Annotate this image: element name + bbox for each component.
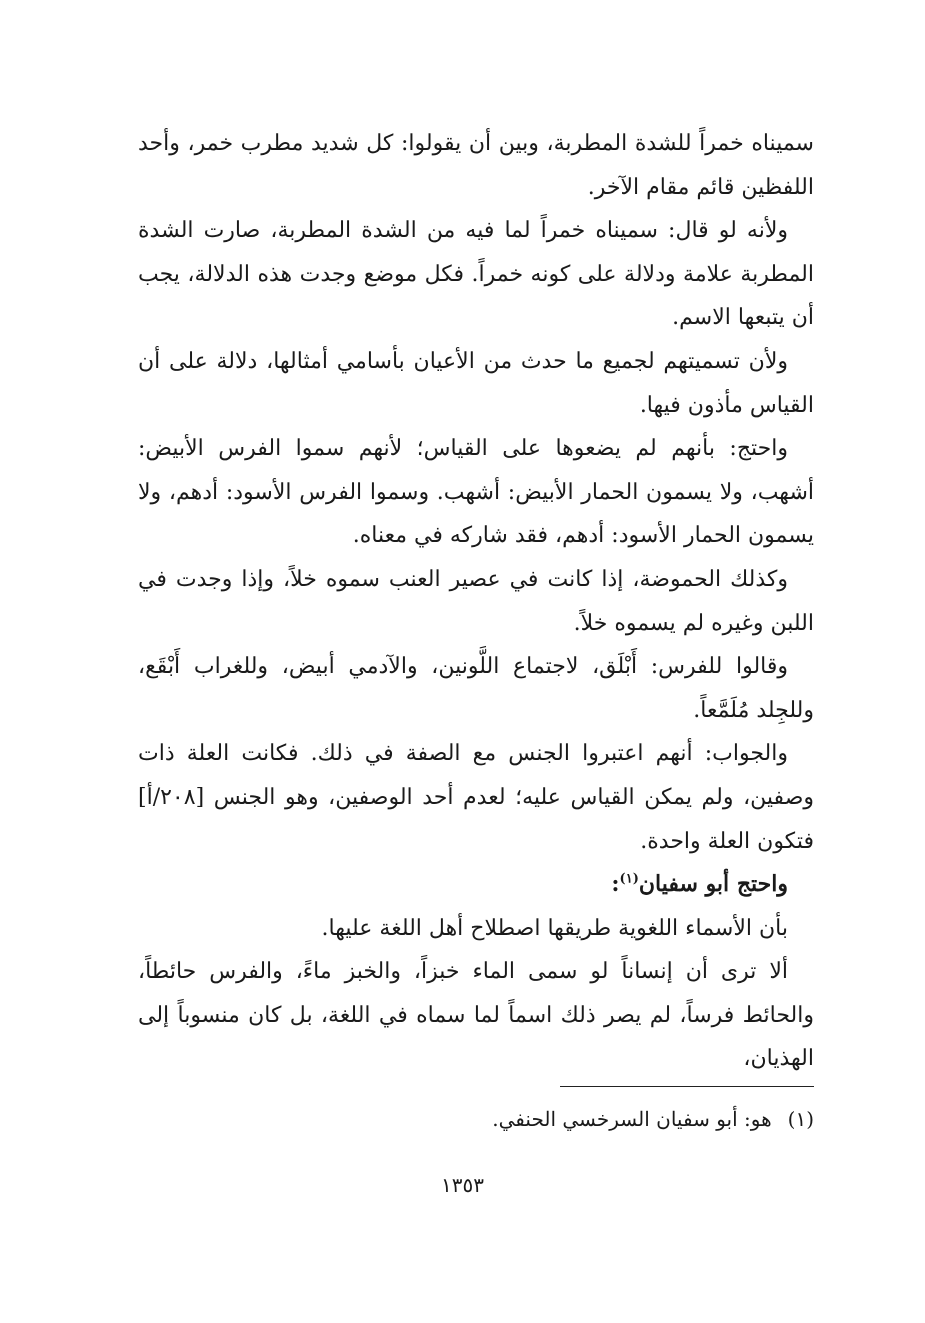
footnote (300, 1104, 814, 1134)
page-number: ١٣٥٣ (441, 1173, 484, 1197)
heading-text: واحتج أبو سفيان (638, 871, 788, 898)
paragraph-7: والجواب: أنهم اعتبروا الجنس مع الصفة في ذلك. فكانت العلة ذات وصفين، ولم يمكن القياس عليه؛ لعدم أحد الوصفين، وهو الجنس [٢٠٨/أ] فتكون العلة واحدة. (138, 741, 814, 854)
footnote-text: هو: أبو سفيان السرخسي الحنفي. (492, 1107, 772, 1131)
footnote-number: (١) (787, 1107, 814, 1131)
heading-suffix: : (611, 871, 620, 898)
section-heading (138, 863, 814, 907)
paragraph-4: واحتج: بأنهم لم يضعوها على القياس؛ لأنهم سموا الفرس الأبيض: أشهب، ولا يسمون الحمار الأبيض: أشهب. وسموا الفرس الأسود: أدهم، ولا يسمون الحمار الأسود: أدهم، فقد شاركه في معناه. (138, 436, 814, 549)
paragraph-6: وقالوا للفرس: أَبْلَق، لاجتماع اللَّونين، والآدمي أبيض، وللغراب أَبْقَع، وللجِلد مُلَمَّعاً. (138, 654, 814, 723)
footnote-reference[interactable]: (١) (619, 871, 639, 887)
paragraph-3: ولأن تسميتهم لجميع ما حدث من الأعيان بأسامي أمثالها، دلالة على أن القياس مأذون فيها. (138, 348, 814, 418)
paragraph-5: وكذلك الحموضة، إذا كانت في عصير العنب سموه خلاً، وإذا وجدت في اللبن وغيره لم يسموه خلاً. (138, 566, 814, 636)
footnote-divider (560, 1086, 814, 1087)
paragraph-9: ألا ترى أن إنساناً لو سمى الماء خبزاً، والخبز ماءً، والفرس حائطاً، والحائط فرساً، لم يصر ذلك اسماً لما سماه في اللغة، بل كان منسوباً إلى الهذيان، (138, 959, 814, 1072)
paragraph-8: بأن الأسماء اللغوية طريقها اصطلاح أهل اللغة عليها. (321, 915, 788, 941)
paragraph-1: سميناه خمراً للشدة المطربة، وبين أن يقولوا: كل شديد مطرب خمر، وأحد اللفظين قائم مقام الآخر. (138, 131, 814, 200)
paragraph-2: ولأنه لو قال: سميناه خمراً لما فيه من الشدة المطربة، صارت الشدة المطربة علامة ودلالة على كونه خمراً. فكل موضع وجدت هذه الدلالة، يجب أن يتبعها الاسم. (138, 218, 814, 331)
main-text (138, 122, 814, 1081)
